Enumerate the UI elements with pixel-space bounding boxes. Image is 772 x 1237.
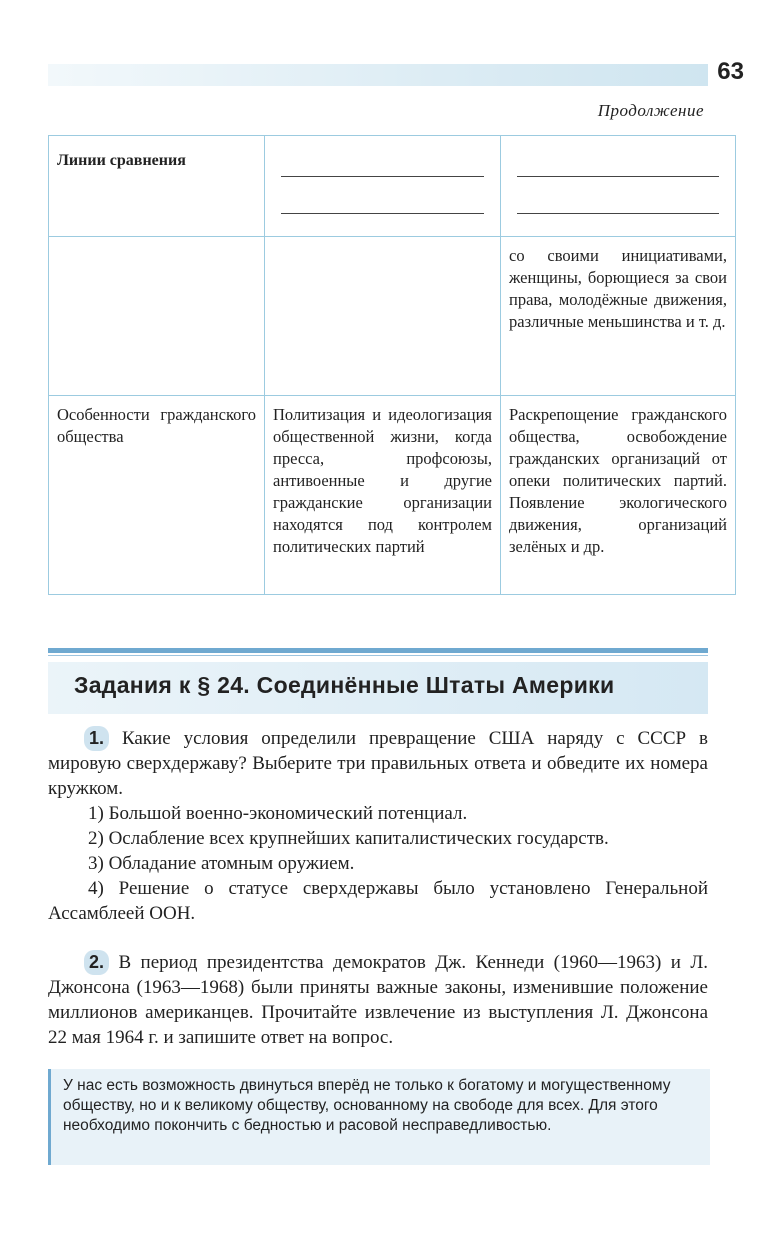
table-row bbox=[49, 237, 736, 396]
blank-header-cell bbox=[501, 136, 736, 237]
task-number-badge: 2. bbox=[84, 950, 109, 975]
task-number-badge: 1. bbox=[84, 726, 109, 751]
table-header-label: Линии сравнения bbox=[57, 152, 186, 169]
quote-box: У нас есть возможность двинуться вперёд не только к богатому и могущественному обществу, но и к великому обществу, основанному на свободе для всех. Для этого необходимо покончить с бедностью и расовой несправедливостью. bbox=[48, 1069, 710, 1165]
section-divider bbox=[48, 648, 708, 653]
task-option: 4) Решение о статусе сверхдержавы было установлено Генеральной Ассамблеей ООН. bbox=[48, 878, 708, 924]
section-heading: Задания к § 24. Соединённые Штаты Америки bbox=[74, 672, 615, 698]
tasks-block bbox=[48, 726, 708, 1050]
table-cell: Особенности гражданского общества bbox=[49, 396, 265, 595]
blank-line bbox=[281, 152, 484, 177]
task-option: 1) Большой военно-экономический потенциал. bbox=[88, 803, 468, 824]
table-row bbox=[49, 396, 736, 595]
blank-line bbox=[517, 189, 719, 214]
page-number: 63 bbox=[717, 58, 744, 85]
table-header-cell bbox=[49, 136, 265, 237]
task-1 bbox=[48, 726, 708, 801]
table-cell: Политизация и идеологизация общественной жизни, когда пресса, профсоюзы, антивоенные и другие гражданские организации находятся под контролем политических партий bbox=[265, 396, 501, 595]
blank-line bbox=[281, 189, 484, 214]
blank-line bbox=[517, 152, 719, 177]
table-header-row bbox=[49, 136, 736, 237]
task-text: Какие условия определили превращение США наряду с СССР в мировую сверхдержаву? Выберите три правильных ответа и обведите их номера кружком. bbox=[48, 728, 708, 799]
task-2 bbox=[48, 950, 708, 1050]
table-cell: со своими инициативами, женщины, борющиеся за свои права, молодёжные движения, различные меньшинства и т. д. bbox=[501, 237, 736, 396]
task-text: В период президентства демократов Дж. Кеннеди (1960—1963) и Л. Джонсона (1963—1968) были приняты важные законы, изменившие положение миллионов американцев. Прочитайте извлечение из выступления Л. Джонсона 22 мая 1964 г. и запишите ответ на вопрос. bbox=[48, 952, 708, 1048]
table-cell bbox=[265, 237, 501, 396]
task-option: 3) Обладание атомным оружием. bbox=[88, 853, 355, 874]
table-cell bbox=[49, 237, 265, 396]
table-cell: Раскрепощение гражданского общества, освобождение гражданских организаций от опеки политических партий. Появление экологического движения, организаций зелёных и др. bbox=[501, 396, 736, 595]
task-option: 2) Ослабление всех крупнейших капиталистических государств. bbox=[88, 828, 609, 849]
continuation-label: Продолжение bbox=[597, 101, 704, 120]
blank-header-cell bbox=[265, 136, 501, 237]
header-band bbox=[48, 64, 708, 86]
section-divider-thin bbox=[48, 655, 708, 656]
comparison-table bbox=[48, 135, 736, 595]
